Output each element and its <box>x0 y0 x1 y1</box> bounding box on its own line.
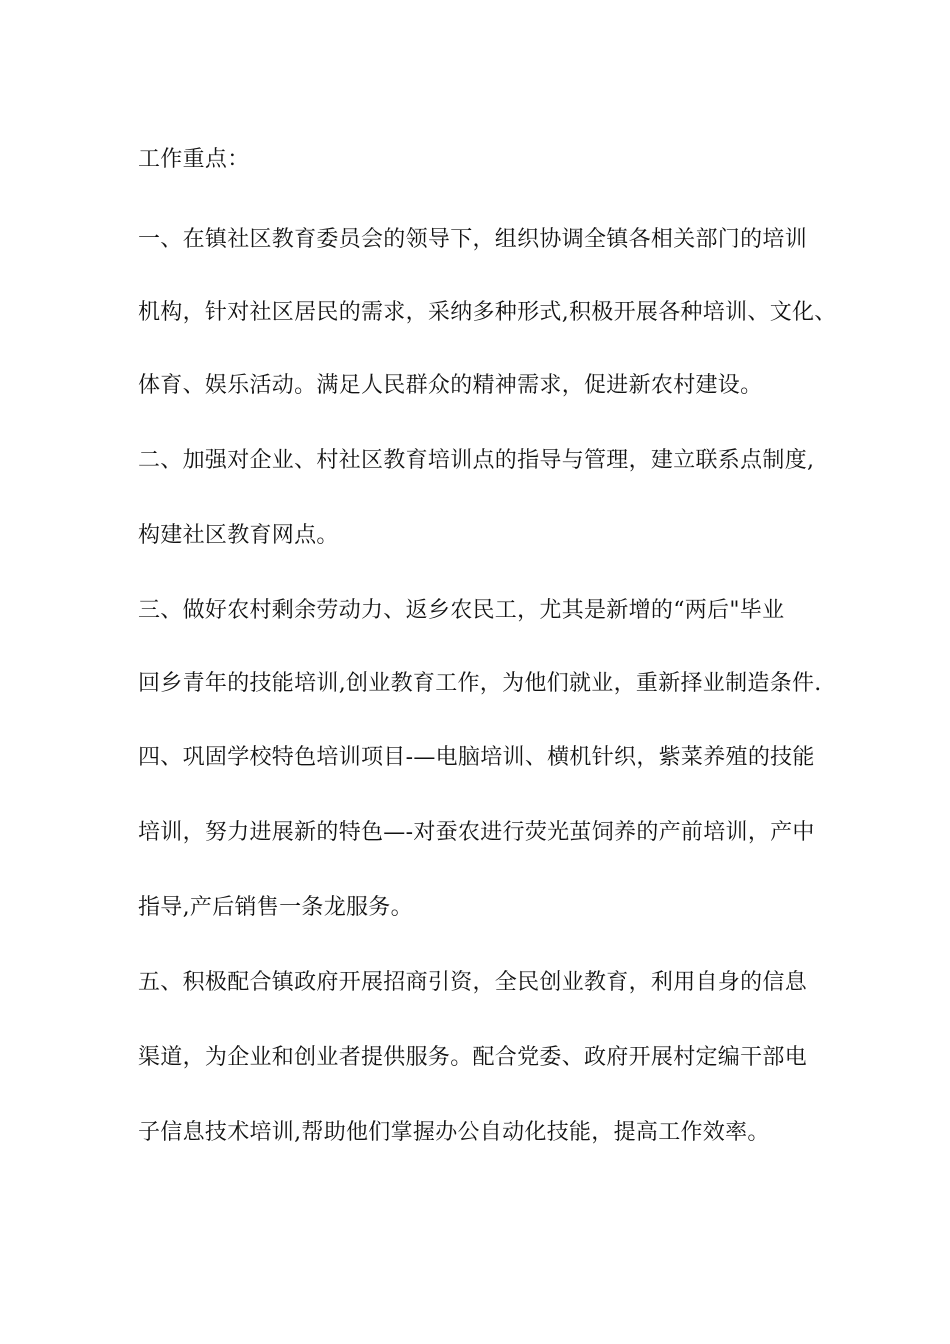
section-heading: 工作重点： <box>138 147 250 172</box>
text-line: 四、巩固学校特色培训项目-—电脑培训、横机针织，紫菜养殖的技能 <box>138 745 815 770</box>
text-line: 二、加强对企业、村社区教育培训点的指导与管理，建立联系点制度, <box>138 448 815 473</box>
text-line: 一、在镇社区教育委员会的领导下，组织协调全镇各相关部门的培训 <box>138 227 808 252</box>
text-line: 五、积极配合镇政府开展招商引资，全民创业教育，利用自身的信息 <box>138 970 808 995</box>
text-line: 培训，努力进展新的特色—-对蚕农进行荧光茧饲养的产前培训，产中 <box>138 820 815 845</box>
text-line: 回乡青年的技能培训,创业教育工作，为他们就业，重新择业制造条件. <box>138 671 822 696</box>
text-line: 体育、娱乐活动。满足人民群众的精神需求，促进新农村建设。 <box>138 373 763 398</box>
text-line: 渠道，为企业和创业者提供服务。配合党委、政府开展村定编干部电 <box>138 1045 808 1070</box>
text-line: 构建社区教育网点。 <box>138 523 339 548</box>
text-line: 指导,产后销售一条龙服务。 <box>138 895 413 920</box>
text-line: 子信息技术培训,帮助他们掌握办公自动化技能，提高工作效率。 <box>138 1120 770 1145</box>
text-line: 机构，针对社区居民的需求，采纳多种形式,积极开展各种培训、文化、 <box>138 300 837 325</box>
text-line: 三、做好农村剩余劳动力、返乡农民工，尤其是新增的“两后"毕业 <box>138 598 785 623</box>
